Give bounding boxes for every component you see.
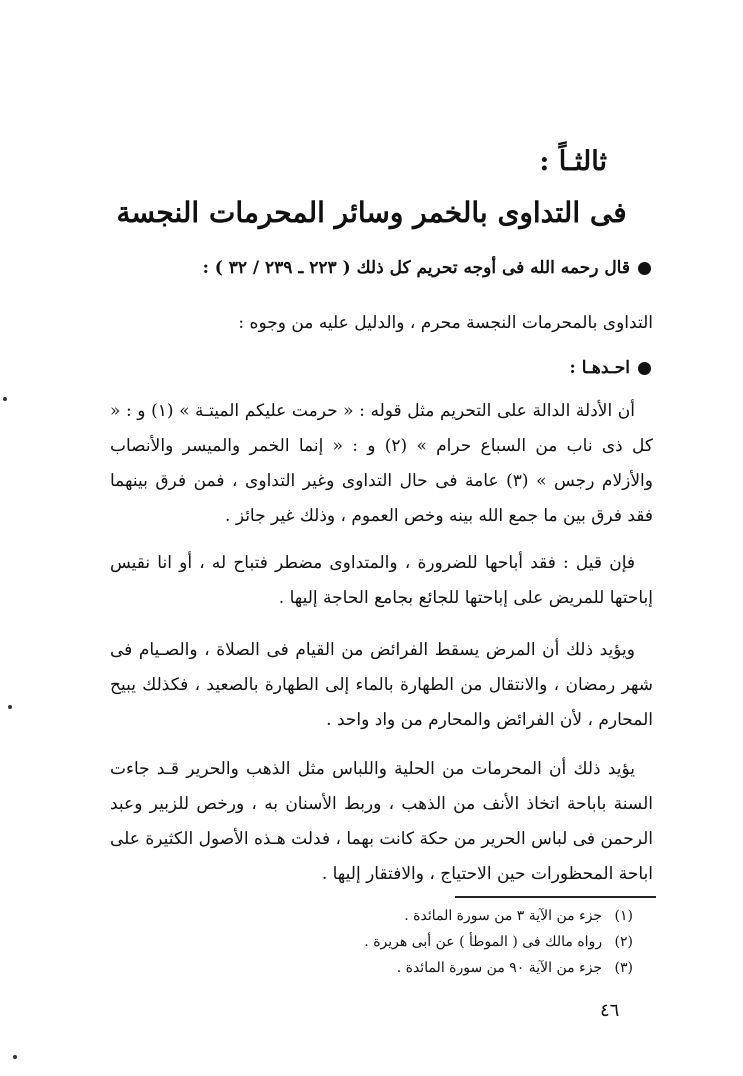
paragraph-1: أن الأدلة الدالة على التحريم مثل قوله : « حرمت عليكم الميتـة » (١) و : « كل ذى ناب من السباع حرام » (٢) و : « إنما الخمر والميسر والأنصاب والأزلام رجس » (٣) عامة فى حال التداوى وغير التداوى ، فمن فرق بينهما فقد فرق بين ما جمع الله بينه وخص العموم ، وذلك غير جائز . xyxy=(110,401,653,526)
intro-line: التداوى بالمحرمات النجسة محرم ، والدليل عليه من وجوه : xyxy=(238,313,653,333)
scan-speck xyxy=(13,1055,17,1059)
bullet-icon xyxy=(638,262,651,275)
subheading-text: احـدهـا : xyxy=(569,358,630,378)
scan-speck xyxy=(3,397,7,401)
subheading xyxy=(91,358,651,378)
quote-heading xyxy=(91,258,651,278)
paragraph-3: ويؤيد ذلك أن المرض يسقط الفرائض من القيام فى الصلاة ، والصـيام فى شهر رمضان ، والانتقال من الطهارة بالماء إلى الطهارة بالصعيد ، فكذلك يبيح المحارم ، لأن الفرائض والمحارم من واد واحد . xyxy=(110,640,653,730)
quote-heading-text: قال رحمه الله فى أوجه تحريم كل ذلك ( ٢٢٣ ـ ٢٣٩ / ٣٢ ) : xyxy=(202,258,630,278)
page-title: فى التداوى بالخمر وسائر المحرمات النجسة xyxy=(116,196,627,229)
footnote-3: (٣) جزء من الآية ٩٠ من سورة المائدة . xyxy=(396,960,633,976)
footnote-divider xyxy=(455,896,656,898)
scan-speck xyxy=(8,705,12,709)
page-number: ٤٦ xyxy=(600,1000,620,1021)
paragraph-2: فإن قيل : فقد أباحها للضرورة ، والمتداوى مضطر فتباح له ، أو انا نقيس إباحتها للمريض على إباحتها للجائع بجامع الحاجة إليها . xyxy=(110,553,653,608)
footnotes xyxy=(233,903,633,981)
section-number: ثالثـاً : xyxy=(539,146,607,177)
bullet-icon xyxy=(638,362,651,375)
footnote-1: (١) جزء من الآية ٣ من سورة المائدة . xyxy=(404,908,633,924)
paragraph-4: يؤيد ذلك أن المحرمات من الحلية واللباس مثل الذهب والحرير قـد جاءت السنة باباحة اتخاذ الأنف من الذهب ، وربط الأسنان به ، ورخص للزبير وعبد الرحمن فى لباس الحرير من حكة كانت بهما ، فدلت هـذه الأصول الكثيرة على اباحة المحظورات حين الاحتياج ، والافتقار إليها . xyxy=(110,759,653,884)
footnote-2: (٢) رواه مالك فى ( الموطأ ) عن أبى هريرة . xyxy=(364,934,633,950)
